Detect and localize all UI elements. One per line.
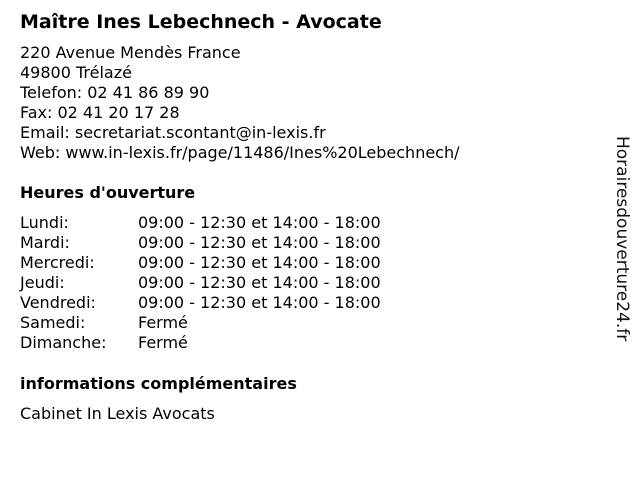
hours-row-saturday [20,313,381,333]
opening-hours-table [20,213,381,353]
contact-block [20,43,460,163]
day-label: Mardi: [20,233,70,252]
time-range: 09:00 - 12:30 et 14:00 - 18:00 [138,233,381,252]
time-range: 09:00 - 12:30 et 14:00 - 18:00 [138,293,381,312]
day-label: Samedi: [20,313,86,332]
site-watermark: Horairesdouverture24.fr [612,136,632,342]
hours-row-tuesday [20,233,381,253]
hours-row-wednesday [20,253,381,273]
additional-info-text: Cabinet In Lexis Avocats [20,404,215,423]
additional-info-heading: informations complémentaires [20,374,297,393]
opening-hours-heading: Heures d'ouverture [20,183,196,202]
time-range: 09:00 - 12:30 et 14:00 - 18:00 [138,213,381,232]
hours-row-sunday [20,333,381,353]
time-range: 09:00 - 12:30 et 14:00 - 18:00 [138,253,381,272]
closed-label: Fermé [138,333,188,352]
street-address: 220 Avenue Mendès France [20,43,241,62]
day-label: Jeudi: [20,273,65,292]
day-label: Lundi: [20,213,69,232]
page-title: Maître Ines Lebechnech - Avocate [20,11,382,33]
hours-row-thursday [20,273,381,293]
website-url: Web: www.in-lexis.fr/page/11486/Ines%20Lebechnech/ [20,143,460,162]
phone-number: Telefon: 02 41 86 89 90 [20,83,210,102]
time-range: 09:00 - 12:30 et 14:00 - 18:00 [138,273,381,292]
email-address: Email: secretariat.scontant@in-lexis.fr [20,123,326,142]
hours-row-monday [20,213,381,233]
closed-label: Fermé [138,313,188,332]
city-postcode: 49800 Trélazé [20,63,132,82]
hours-row-friday [20,293,381,313]
day-label: Mercredi: [20,253,95,272]
day-label: Dimanche: [20,333,107,352]
day-label: Vendredi: [20,293,96,312]
fax-number: Fax: 02 41 20 17 28 [20,103,180,122]
